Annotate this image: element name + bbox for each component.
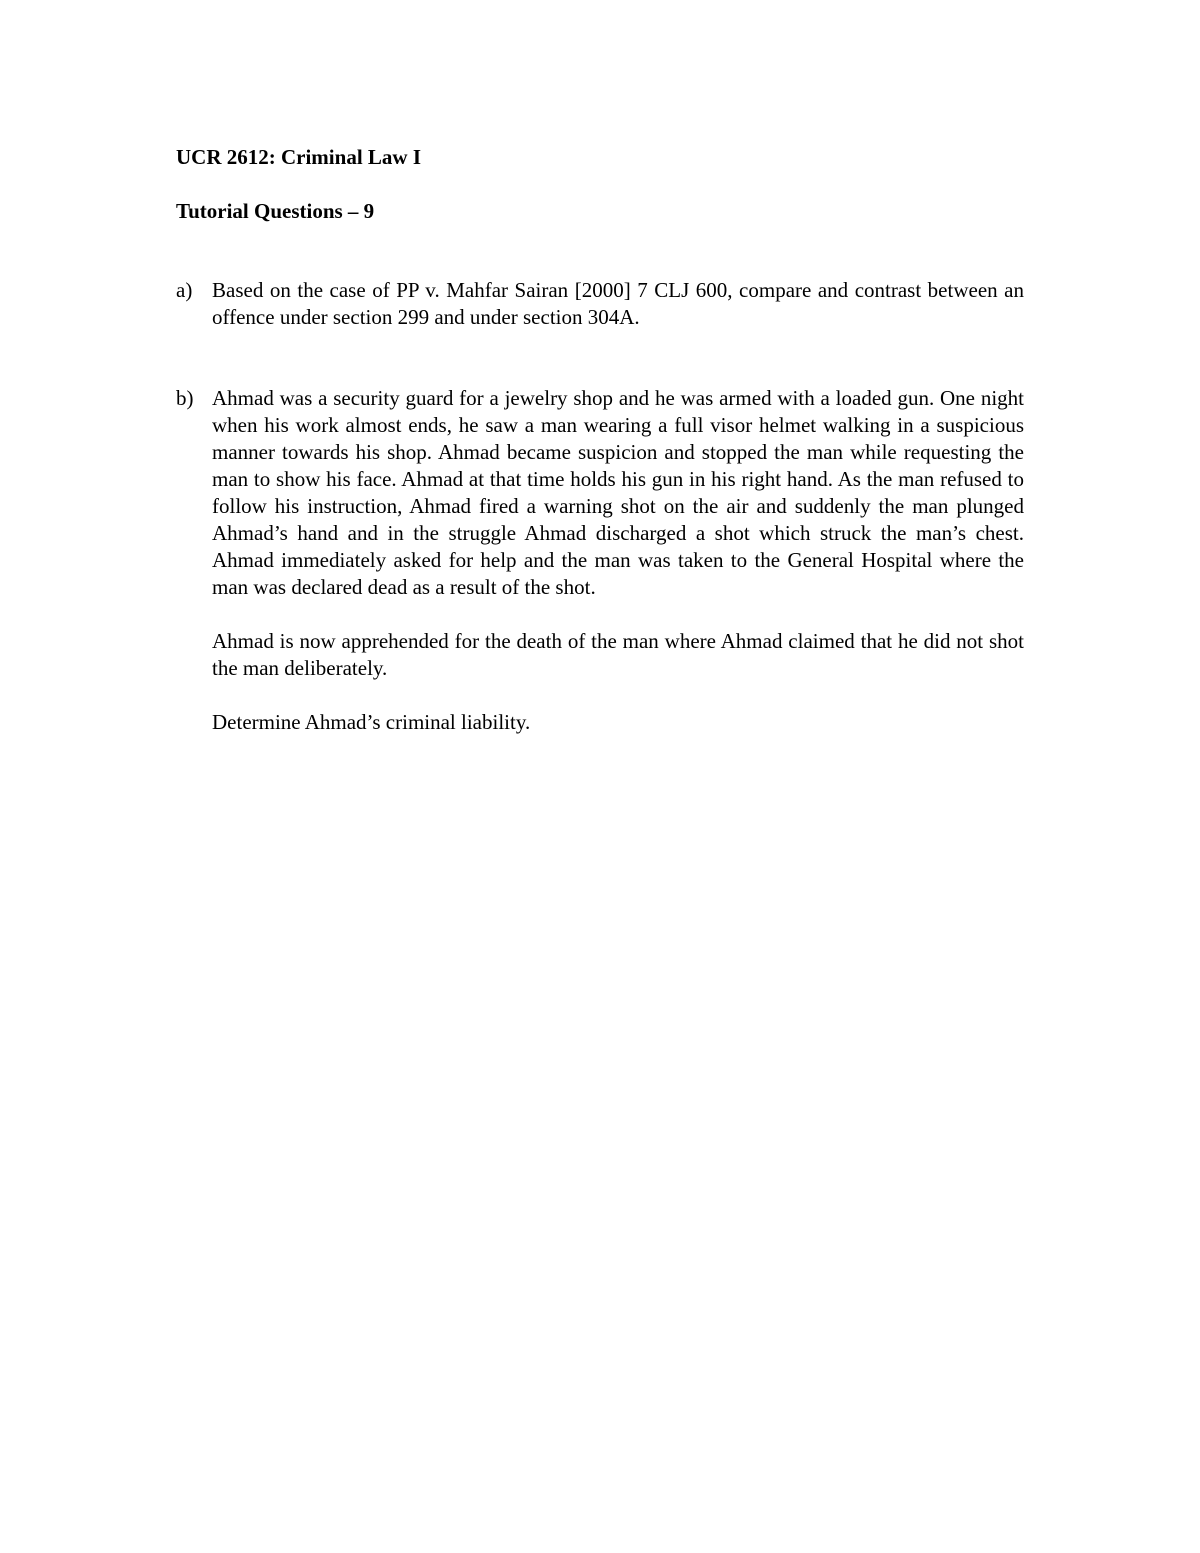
course-title: UCR 2612: Criminal Law I xyxy=(176,145,421,169)
question-label: a) xyxy=(176,278,193,302)
question-body xyxy=(212,277,1024,331)
question-body xyxy=(212,385,1024,736)
question-paragraph: Determine Ahmad’s criminal liability. xyxy=(212,710,531,734)
question-paragraph: Ahmad is now apprehended for the death of the man where Ahmad claimed that he did not shot the man deliberately. xyxy=(212,629,1024,680)
question-b xyxy=(176,385,1024,736)
tutorial-heading: Tutorial Questions – 9 xyxy=(176,199,375,223)
question-paragraph: Ahmad was a security guard for a jewelry shop and he was armed with a loaded gun. One night when his work almost ends, he saw a man wearing a full visor helmet walking in a suspicious manner towards his shop. Ahmad became suspicion and stopped the man while requesting the man to show his face. Ahmad at that time holds his gun in his right hand. As the man refused to follow his instruction, Ahmad fired a warning shot on the air and suddenly the man plunged Ahmad’s hand and in the struggle Ahmad discharged a shot which struck the man’s chest. Ahmad immediately asked for help and the man was taken to the General Hospital where the man was declared dead as a result of the shot. xyxy=(212,386,1024,599)
question-a xyxy=(176,277,1024,331)
question-paragraph: Based on the case of PP v. Mahfar Sairan [2000] 7 CLJ 600, compare and contrast between an offence under section 299 and under section 304A. xyxy=(212,278,1024,329)
question-label: b) xyxy=(176,386,194,410)
